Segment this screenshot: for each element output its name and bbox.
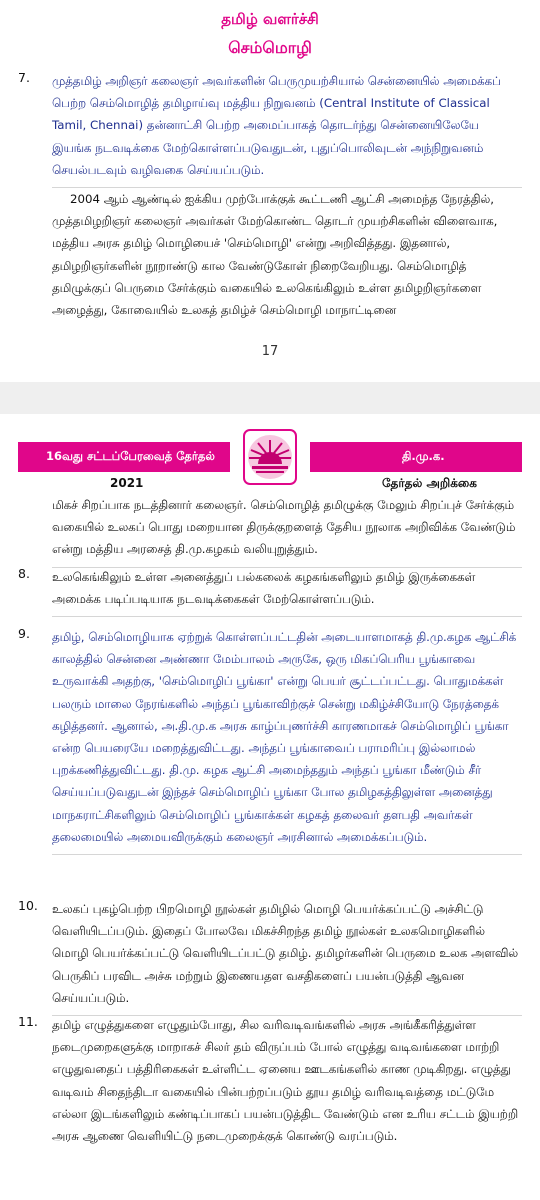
list-item-11 (18, 1014, 522, 1147)
item-number: 8. (18, 566, 30, 581)
divider (52, 616, 522, 617)
header-party-label: தி.மு.க. (402, 449, 445, 463)
paragraph-text: மிகச் சிறப்பாக நடத்தினார் கலைஞர். செம்மொழித் தமிழுக்கு மேலும் சிறப்புச் சேர்க்கும் வகையில் உலகப் பொது மறையான திருக்குறளைத் தேசிய நூலாக அறிவிக்க வேண்டும் என்று மத்திய அரசைத் தி.மு.கழகம் வலியுறுத்தும். (52, 498, 516, 557)
page-header (18, 428, 522, 490)
document-page-17 (0, 0, 540, 382)
paragraph-continued (18, 494, 522, 568)
item-number: 7. (18, 70, 30, 85)
section-title: தமிழ் வளர்ச்சி (221, 10, 319, 28)
header-year: 2021 (110, 476, 144, 490)
item-number: 11. (18, 1014, 38, 1029)
list-item-9 (18, 626, 522, 855)
paragraph-text: 2004 ஆம் ஆண்டில் ஐக்கிய முற்போக்குக் கூட்டணி ஆட்சி அமைந்த நேரத்தில், முத்தமிழறிஞர் கலைஞர் அவர்கள் மேற்கொண்ட தொடர் முயற்சிகளின் விளைவாக, மத்திய அரசு தமிழ் மொழியைச் 'செம்மொழி' என்று அறிவித்தது. இதனால், தமிழறிஞர்களின் நூறாண்டு கால வேண்டுகோள் நிறைவேறியது. செம்மொழித் தமிழுக்குப் பெருமை சேர்க்கும் வகையில் உலகெங்கிலும் உள்ள தமிழறிஞர்களை அழைத்து, கோவையில் உலகத் தமிழ்ச் செம்மொழி மாநாட்டினை (52, 192, 498, 318)
section-subtitle: செம்மொழி (228, 38, 312, 57)
rising-sun-logo-icon (234, 428, 306, 486)
list-item-8 (18, 566, 522, 617)
page-number: 17 (261, 344, 279, 359)
list-item-7 (18, 70, 522, 188)
document-page-18 (0, 414, 540, 1200)
item-text: தமிழ் எழுத்துகளை எழுதும்போது, சில வரிவடிவங்களில் அரசு அங்கீகரித்துள்ள நடைமுறைகளுக்கு மாறாகச் சிலர் தம் விருப்பம் போல் எழுத்து வடிவங்களை மாற்றி எழுதுவதைப் பத்திரிகைகள் உள்ளிட்ட ஏனைய ஊடகங்களில் காண முடிகிறது. எழுத்து வடிவம் சிதைந்திடா வகையில் பின்பற்றப்படும் தூய தமிழ் வரிவடிவத்தை மட்டுமே எல்லா இடங்களிலும் கண்டிப்பாகப் பயன்படுத்திட வேண்டும் என உரிய சட்டம் இயற்றி அரசு ஆணை வெளியிட்டு நடைமுறைக்குக் கொண்டு வரப்படும். (52, 1018, 518, 1144)
item-number: 9. (18, 626, 30, 641)
item-number: 10. (18, 898, 38, 913)
header-manifesto-label: தேர்தல் அறிக்கை (382, 476, 477, 490)
paragraph (18, 188, 522, 321)
header-election-label: 16வது சட்டப்பேரவைத் தேர்தல் (46, 449, 215, 463)
item-text: முத்தமிழ் அறிஞர் கலைஞர் அவர்களின் பெருமுயற்சியால் சென்னையில் அமைக்கப் பெற்ற செம்மொழித் தமிழாய்வு மத்திய நிறுவனம் (Central Institute of Classical Tamil, Chennai) தன்னாட்சி பெற்ற அமைப்பாகத் தொடர்ந்து சென்னையிலேயே இயங்க நடவடிக்கை மேற்கொள்ளப்படுவதுடன், புதுப்பொலிவுடன் அந்நிறுவனம் செயல்படவும் வழிவகை செய்யப்படும். (52, 74, 501, 177)
item-text: தமிழ், செம்மொழியாக ஏற்றுக் கொள்ளப்பட்டதின் அடையாளமாகத் தி.மு.கழக ஆட்சிக் காலத்தில் சென்னை அண்ணா மேம்பாலம் அருகே, ஒரு மிகப்பெரிய பூங்காவை உருவாக்கி அதற்கு, 'செம்மொழிப் பூங்கா' என்று பெயர் சூட்டப்பட்டது. பொதுமக்கள் பலரும் மாலை நேரங்களில் அந்தப் பூங்காவிற்குச் சென்று மகிழ்ச்சியோடு நேரத்தைக் கழித்தனர். ஆனால், அ.தி.மு.க அரசு காழ்ப்புணர்ச்சி காரணமாகச் செம்மொழிப் பூங்கா என்ற பெயரையே மறைத்துவிட்டது. அந்தப் பூங்காவைப் பராமரிப்பு இல்லாமல் புறக்கணித்துவிட்டது. தி.மு. கழக ஆட்சி அமைந்ததும் அந்தப் பூங்கா மீண்டும் சீர் செய்யப்படுவதுடன் இந்தச் செம்மொழிப் பூங்கா போல தமிழகத்திலுள்ள அனைத்து மாநகராட்சிகளிலும் செம்மொழிப் பூங்காக்கள் கழகத் தலைவர் தளபதி அவர்கள் தலைமையில் அமையவிருக்கும் கலைஞர் அரசினால் அமைக்கப்படும். (52, 630, 517, 844)
page-gap (0, 382, 540, 414)
item-text: உலகெங்கிலும் உள்ள அனைத்துப் பல்கலைக் கழகங்களிலும் தமிழ் இருக்கைகள் அமைக்க படிப்படியாக நடவடிக்கைகள் மேற்கொள்ளப்படும். (52, 570, 476, 607)
list-item-10 (18, 898, 522, 1016)
divider (52, 854, 522, 855)
item-text: உலகப் புகழ்பெற்ற பிறமொழி நூல்கள் தமிழில் மொழி பெயர்க்கப்பட்டு அச்சிட்டு வெளியிடப்படும். இதைப் போலவே மிகச்சிறந்த தமிழ் நூல்கள் உலகமொழிகளில் மொழி பெயர்க்கப்பட்டு வெளியிடப்பட்டு தமிழ். தமிழர்களின் பெருமை உலக அளவில் பெருகிப் பரவிட அச்சு மற்றும் இணையதள வசதிகளைப் பயன்படுத்தி ஆவன செய்யப்படும். (52, 902, 519, 1005)
